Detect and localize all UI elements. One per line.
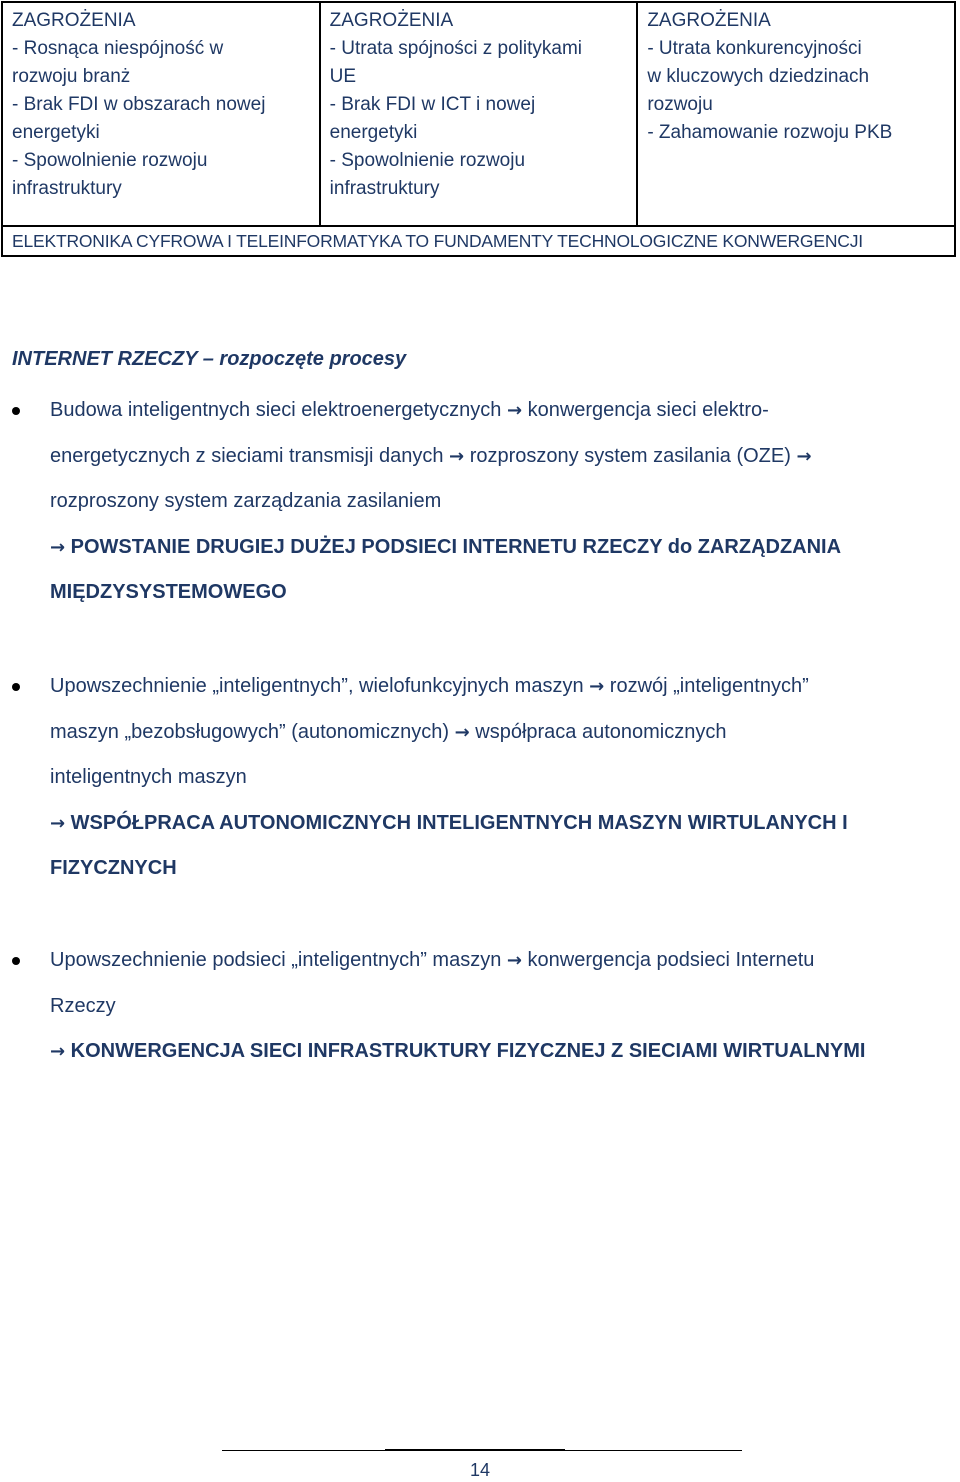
cell-line: infrastruktury xyxy=(329,178,440,199)
bullet-line: Upowszechnienie podsieci „inteligentnych” maszyn → konwergencja podsieci Internetu xyxy=(50,949,815,971)
cell-line: infrastruktury xyxy=(12,178,122,199)
cell-line: - Spowolnienie rozwoju xyxy=(329,150,526,171)
cell-line: rozwoju branż xyxy=(12,66,131,87)
cell-line: - Spowolnienie rozwoju xyxy=(12,150,208,171)
threats-table xyxy=(1,1,956,257)
arrow-icon: → xyxy=(454,721,470,743)
cell-line: rozwoju xyxy=(647,94,713,115)
cell-line: - Utrata spójności z politykami xyxy=(329,38,583,59)
cell-line: ZAGROŻENIA xyxy=(12,10,136,31)
threats-cell-1 xyxy=(2,2,320,226)
cell-line: ZAGROŻENIA xyxy=(647,10,771,31)
cell-line: w kluczowych dziedzinach xyxy=(647,66,870,87)
arrow-icon: → xyxy=(50,812,66,834)
cell-line: - Zahamowanie rozwoju PKB xyxy=(647,122,893,143)
arrow-icon: → xyxy=(589,676,605,697)
threats-cell-3 xyxy=(637,2,955,226)
bullet-dot-icon xyxy=(12,683,20,691)
bullet-line: inteligentnych maszyn xyxy=(50,766,247,788)
bullet-item xyxy=(10,938,890,1075)
bullet-line: energetycznych z sieciami transmisji danych → rozproszony system zasilania (OZE) → xyxy=(50,444,812,467)
bullet-line: Upowszechnienie „inteligentnych”, wielofunkcyjnych maszyn → rozwój „inteligentnych” xyxy=(50,675,809,697)
bullet-line: maszyn „bezobsługowych” (autonomicznych) → współpraca autonomicznych xyxy=(50,720,727,743)
bullet-line: rozproszony system zarządzania zasilaniem xyxy=(50,490,442,512)
bullet-conclusion: MIĘDZYSYSTEMOWEGO xyxy=(50,581,287,603)
arrow-icon: → xyxy=(50,536,66,558)
cell-line: energetyki xyxy=(12,122,100,143)
arrow-icon: → xyxy=(449,445,465,467)
cell-line: - Brak FDI w obszarach nowej xyxy=(12,94,266,115)
cell-line: energetyki xyxy=(329,122,418,143)
arrow-icon: → xyxy=(50,1041,66,1062)
cell-line: - Brak FDI w ICT i nowej xyxy=(329,94,536,115)
bullet-dot-icon xyxy=(12,407,20,415)
cell-line: - Rosnąca niespójność w xyxy=(12,38,224,59)
footer-rule-accent xyxy=(385,1449,565,1451)
section-title: INTERNET RZECZY – rozpoczęte procesy xyxy=(12,348,407,370)
threats-cell-2 xyxy=(320,2,638,226)
bullet-conclusion: → POWSTANIE DRUGIEJ DUŻEJ PODSIECI INTERNETU RZECZY do ZARZĄDZANIA xyxy=(50,535,842,558)
bullet-item xyxy=(10,664,890,892)
bullet-dot-icon xyxy=(12,957,20,965)
bullet-item xyxy=(10,388,890,616)
arrow-icon: → xyxy=(506,950,522,971)
bullet-conclusion: → WSPÓŁPRACA AUTONOMICZNYCH INTELIGENTNYCH MASZYN WIRTULANYCH I xyxy=(50,811,848,834)
arrow-icon: → xyxy=(506,400,523,421)
page-number: 14 xyxy=(469,1460,491,1480)
bullet-conclusion: FIZYCZNYCH xyxy=(50,857,177,879)
cell-line: - Utrata konkurencyjności xyxy=(647,38,862,59)
bullet-line: Budowa inteligentnych sieci elektroenergetycznych → konwergencja sieci elektro- xyxy=(50,399,769,421)
cell-line: UE xyxy=(329,66,357,87)
bullet-conclusion: → KONWERGENCJA SIECI INFRASTRUKTURY FIZYCZNEJ Z SIECIAMI WIRTUALNYMI xyxy=(50,1040,866,1062)
bullet-line: Rzeczy xyxy=(50,994,116,1017)
table-footer: ELEKTRONIKA CYFROWA I TELEINFORMATYKA TO FUNDAMENTY TECHNOLOGICZNE KONWERGENCJI xyxy=(2,226,955,256)
cell-line: ZAGROŻENIA xyxy=(329,10,454,31)
arrow-icon: → xyxy=(796,445,812,467)
